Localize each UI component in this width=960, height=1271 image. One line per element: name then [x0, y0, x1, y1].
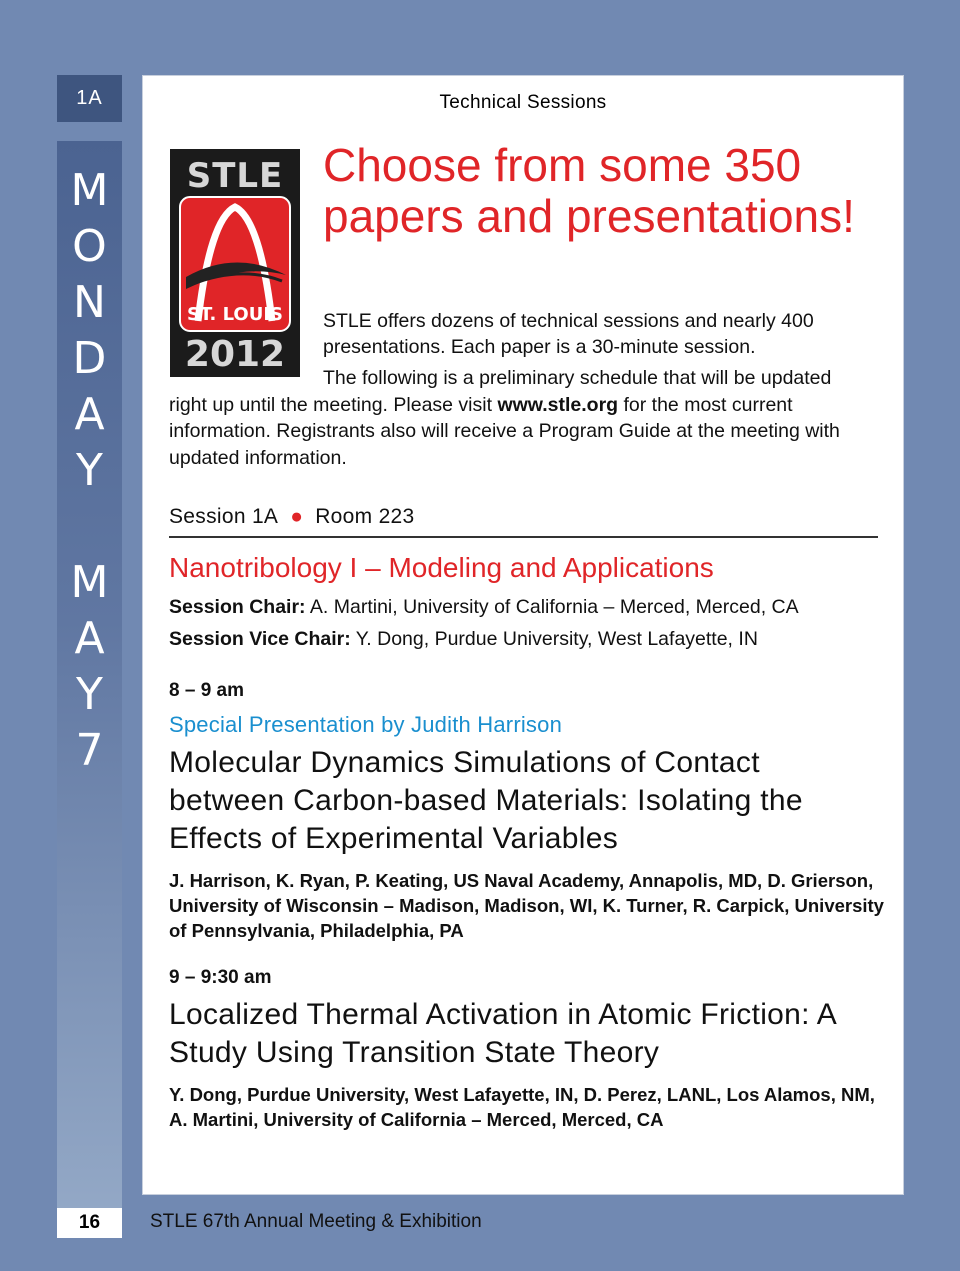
page-number: 16 [57, 1208, 122, 1238]
chair-value: A. Martini, University of California – Merced, Merced, CA [305, 596, 799, 618]
bullet-dot: ● [290, 505, 304, 528]
intro-text: for the most current information. Registrants also will receive a Program Guide at the meeting with updated information. [169, 393, 840, 469]
session-chair [169, 596, 799, 619]
paper-title: Molecular Dynamics Simulations of Contact between Carbon-based Materials: Isolating the Effects of Experimental Variables [169, 746, 803, 855]
section-header: Technical Sessions [439, 92, 607, 113]
session-vice-chair [169, 628, 758, 651]
intro-text: right up until the meeting. Please visit [169, 393, 498, 416]
day-letter: M [70, 165, 109, 216]
session-room-line [169, 505, 415, 529]
logo-year-text: 2012 [184, 334, 286, 375]
day-letter: D [72, 333, 107, 384]
month-letter: A [74, 613, 105, 664]
chair-label: Session Chair: [169, 596, 306, 618]
day-letter: O [72, 221, 107, 272]
content-panel [142, 75, 904, 1195]
vice-chair-value: Y. Dong, Purdue University, West Lafayette, IN [350, 628, 758, 650]
day-letter: A [74, 389, 105, 440]
paper-authors: Y. Dong, Purdue University, West Lafayette, IN, D. Perez, LANL, Los Alamos, NM, A. Martini, University of California – Merced, Merced, CA [169, 1084, 875, 1130]
day-column [57, 141, 122, 1210]
paper-time: 8 – 9 am [169, 680, 244, 701]
session-title: Nanotribology I – Modeling and Applications [169, 552, 714, 583]
intro-paragraph-1: STLE offers dozens of technical sessions and nearly 400 presentations. Each paper is a 30-minute session. [323, 310, 814, 358]
paper-title: Localized Thermal Activation in Atomic Friction: A Study Using Transition State Theory [169, 998, 836, 1069]
paper-time: 9 – 9:30 am [169, 967, 272, 988]
special-presentation: Special Presentation by Judith Harrison [169, 712, 563, 737]
logo-stle-text: STLE [186, 156, 284, 196]
paper-authors: J. Harrison, K. Ryan, P. Keating, US Naval Academy, Annapolis, MD, D. Grierson, University of Wisconsin – Madison, Madison, WI, K. Turner, R. Carpick, University of Pennsylvania, Philadelphia, PA [169, 870, 884, 941]
vice-chair-label: Session Vice Chair: [169, 628, 351, 650]
session-tab-id: 1A [57, 75, 122, 122]
intro-paragraph-2 [169, 365, 885, 471]
room-label: Room 223 [315, 505, 415, 528]
logo-city-text: ST. LOUIS [186, 304, 284, 325]
month-letter: M [70, 557, 109, 608]
stle-stlouis-logo [170, 149, 300, 377]
day-letter: Y [76, 445, 103, 496]
date-number: 7 [75, 725, 104, 776]
intro-first-line: The following is a preliminary schedule that will be updated [323, 367, 832, 389]
footer-text: STLE 67th Annual Meeting & Exhibition [150, 1211, 482, 1232]
divider [169, 536, 878, 538]
headline: Choose from some 350 papers and presentations! [323, 139, 855, 242]
website-link[interactable]: www.stle.org [497, 393, 619, 416]
month-letter: Y [76, 669, 103, 720]
day-letter: N [73, 277, 106, 328]
session-label: Session 1A [169, 505, 279, 528]
